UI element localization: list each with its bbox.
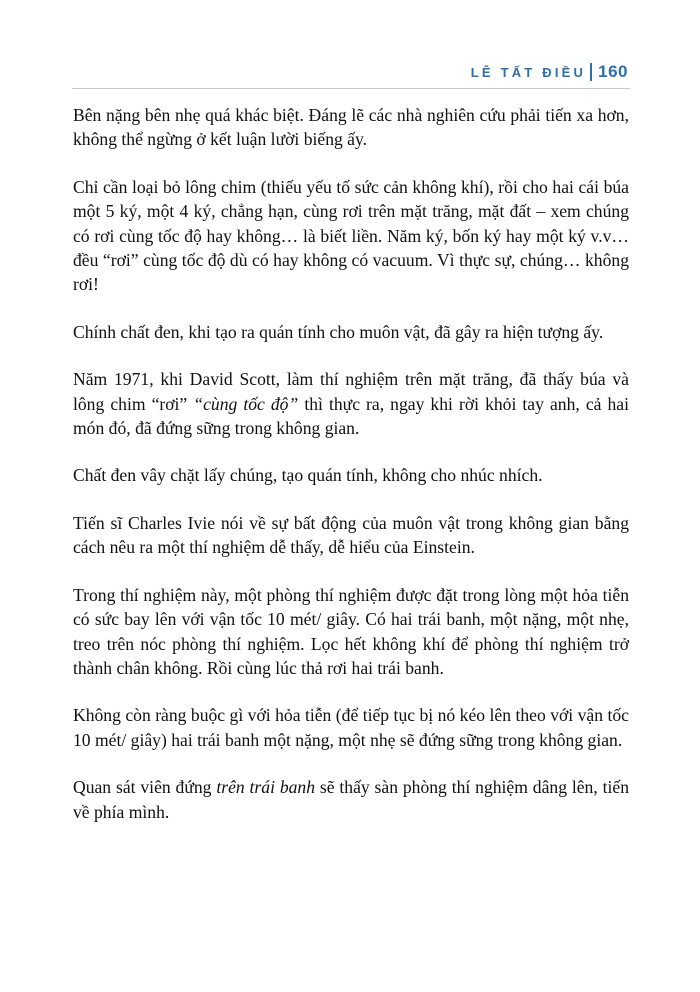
header-author: LÊ TẤT ĐIỀU [470,64,587,80]
paragraph-4 [73,367,629,440]
page-body [73,103,629,847]
header-rule [72,88,630,89]
paragraph-9 [73,775,629,824]
paragraph-9-text-b: sẽ thấy sàn phòng thí nghiệm dâng lên, tiến về phía mình. [73,777,629,822]
paragraph-7: Trong thí nghiệm này, một phòng thí nghiệm được đặt trong lòng một hỏa tiễn có sức bay lên với vận tốc 10 mét/ giây. Có hai trái banh, một nặng, một nhẹ, treo trên nóc phòng thí nghiệm. Lọc hết không khí để phòng thí nghiệm trở thành chân không. Rồi cùng lúc thả rơi hai trái banh. [73,584,629,678]
paragraph-3: Chính chất đen, khi tạo ra quán tính cho muôn vật, đã gây ra hiện tượng ấy. [73,321,604,342]
running-header [471,62,628,82]
header-separator [590,63,592,81]
paragraph-4-text-a: Năm 1971, khi David Scott, làm thí nghiệm trên mặt trăng, đã thấy búa và lông chim “rơi” [73,369,629,414]
paragraph-8: Không còn ràng buộc gì với hỏa tiễn (để tiếp tục bị nó kéo lên theo với vận tốc 10 mét/ giây) hai trái banh một nặng, một nhẹ sẽ đứng sững trong không gian. [73,705,629,750]
paragraph-2: Chỉ cần loại bỏ lông chim (thiếu yếu tố sức cản không khí), rồi cho hai cái búa một 5 ký, một 4 ký, chẳng hạn, cùng rơi trên mặt trăng, mặt đất – xem chúng có rơi cùng tốc độ hay không… là biết liền. Năm ký, bốn ký hay một ký v.v… đều “rơi” cùng tốc độ dù có hay không có vacuum. Vì thực sự, chúng… không rơi! [73,176,629,295]
paragraph-6: Tiến sĩ Charles Ivie nói về sự bất động của muôn vật trong không gian bằng cách nêu ra một thí nghiệm dễ thấy, dễ hiểu của Einstein. [73,512,629,558]
paragraph-4-text-b: thì thực ra, ngay khi rời khỏi tay anh, cả hai món đó, đã đứng sững trong không gian. [73,393,629,439]
paragraph-5: Chất đen vây chặt lấy chúng, tạo quán tính, không cho nhúc nhích. [73,465,543,486]
paragraph-1: Bên nặng bên nhẹ quá khác biệt. Đáng lẽ các nhà nghiên cứu phải tiến xa hơn, không thể ngừng ở kết luận lười biếng ấy. [73,105,629,150]
paragraph-9-italic: trên trái banh [216,777,316,798]
paragraph-9-text-a: Quan sát viên đứng [73,777,217,798]
page-number: 160 [598,62,628,81]
paragraph-4-italic: “cùng tốc độ” [193,393,299,414]
